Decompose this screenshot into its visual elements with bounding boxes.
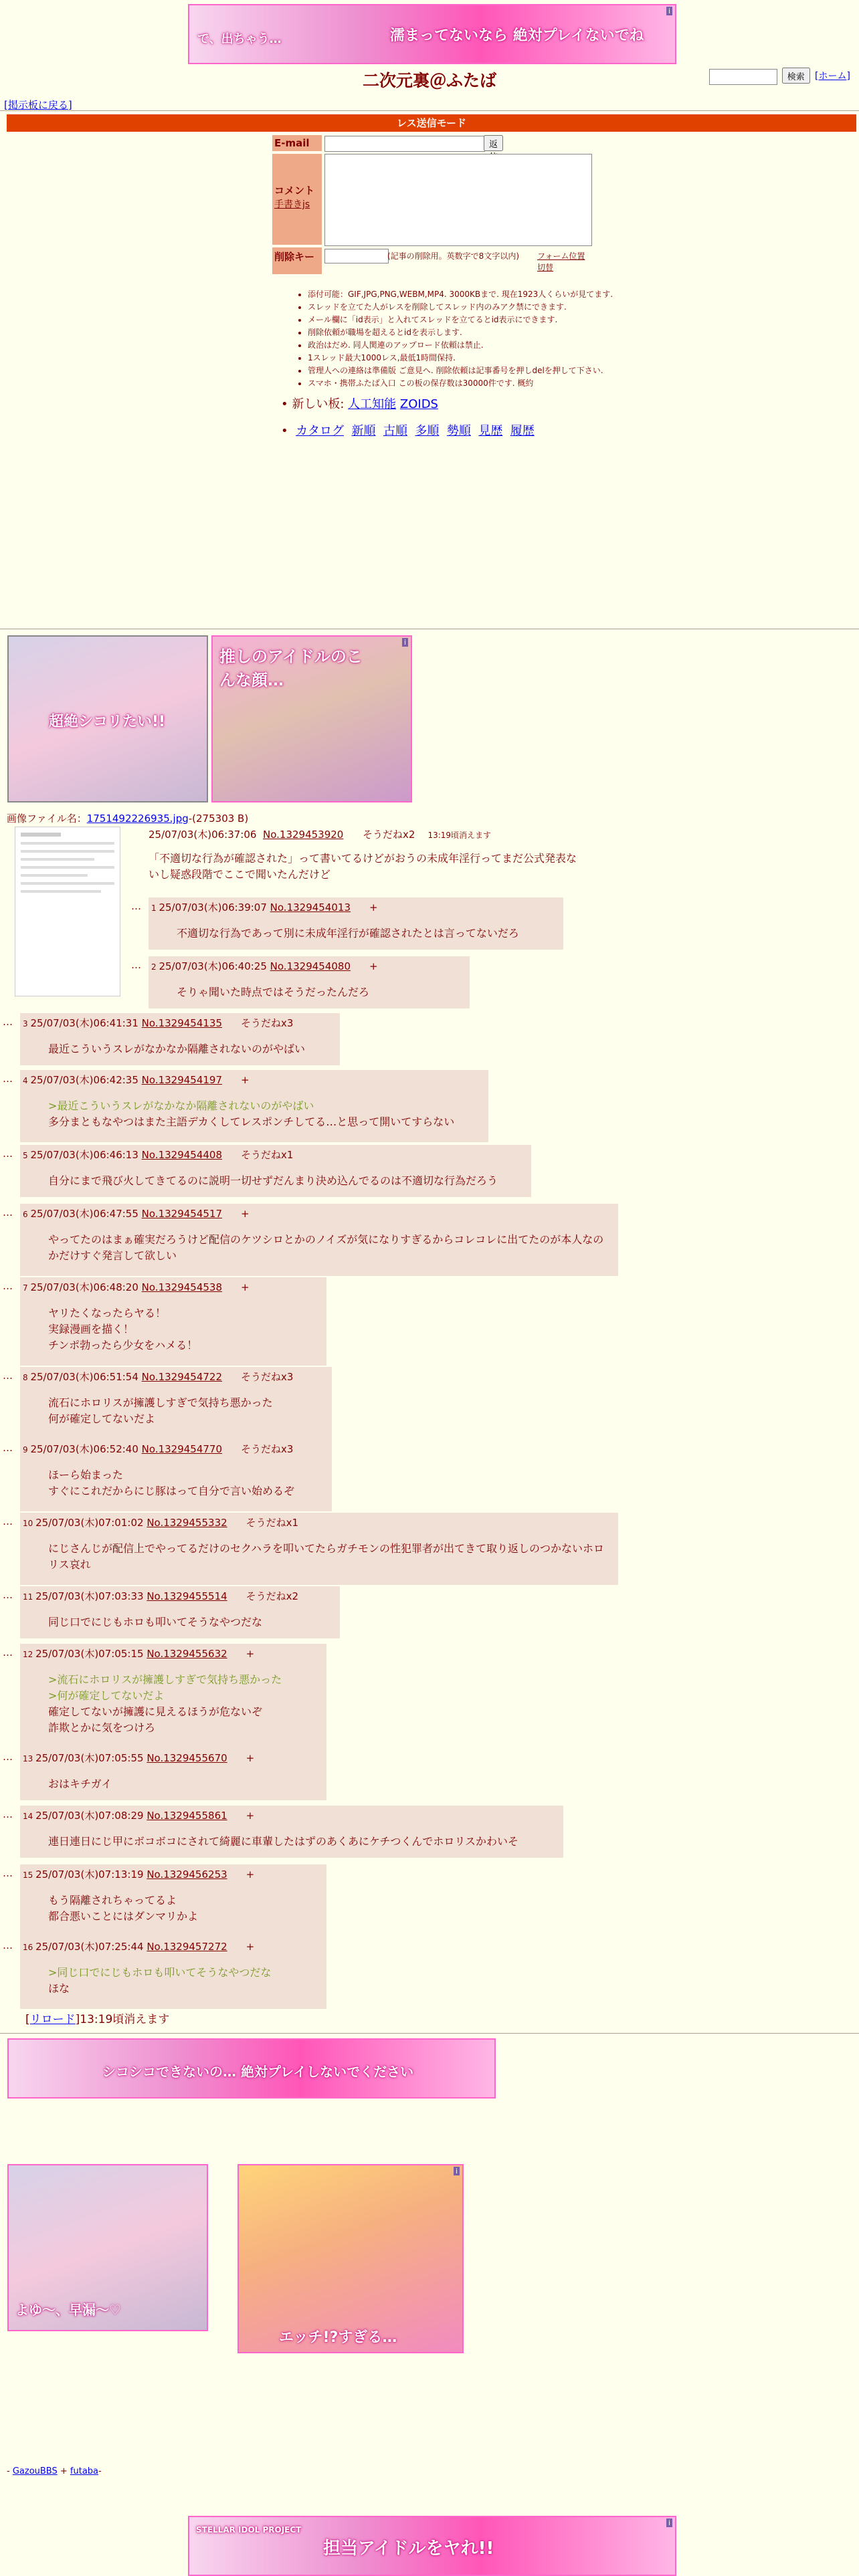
reply-number[interactable]: No.1329455670 bbox=[147, 1752, 227, 1764]
new-boards-label: 新しい板: bbox=[292, 397, 345, 411]
reply bbox=[20, 1367, 332, 1439]
reply-header bbox=[23, 1370, 293, 1384]
ad-text: 推しのアイドルのこんな顔… bbox=[219, 647, 363, 689]
reply-date: 25/07/03(木)06:46:13 bbox=[30, 1149, 142, 1161]
reply-indent-dots: … bbox=[3, 1515, 13, 1527]
reply-index: 6 bbox=[23, 1210, 31, 1219]
reply-header bbox=[23, 1939, 254, 1953]
reply-indent-dots: … bbox=[3, 1751, 13, 1763]
reply-date: 25/07/03(木)06:39:07 bbox=[159, 901, 270, 914]
reply-body bbox=[48, 1395, 273, 1427]
reply-body bbox=[48, 1305, 197, 1354]
reply-date: 25/07/03(木)07:13:19 bbox=[35, 1868, 147, 1881]
reply-body bbox=[48, 1672, 282, 1736]
quote-line: >流石にホロリスが擁護しすぎで気持ち悪かった bbox=[48, 1673, 282, 1686]
reply-indent-dots: … bbox=[131, 900, 141, 912]
comment-line: 多分まともなやつはまた主語デカくしてレスポンチしてる…と思って開いてすらない bbox=[48, 1115, 455, 1128]
reply-number[interactable]: No.1329454722 bbox=[141, 1371, 223, 1383]
reply bbox=[20, 1013, 340, 1065]
sodane-button[interactable]: + bbox=[246, 1752, 255, 1764]
sodane-button[interactable]: + bbox=[246, 1941, 255, 1953]
reply-number[interactable]: No.1329454080 bbox=[270, 960, 351, 972]
ad-text: 担当アイドルをヤれ!! bbox=[323, 2539, 494, 2559]
board-links bbox=[281, 395, 535, 439]
reply-indent-dots: … bbox=[3, 1148, 13, 1160]
form-position-link[interactable]: フォーム位置切替 bbox=[537, 251, 585, 272]
reply bbox=[20, 1277, 326, 1366]
reply-index: 16 bbox=[23, 1943, 36, 1952]
reply-body bbox=[48, 1541, 609, 1573]
back-to-board-link[interactable]: [掲示板に戻る] bbox=[4, 99, 72, 111]
delete-key-label: 削除キー bbox=[272, 247, 322, 274]
reply-body bbox=[48, 1041, 305, 1057]
reply-body bbox=[48, 1834, 518, 1850]
nav-newest[interactable]: 新順 bbox=[351, 424, 376, 438]
comment-line: 不適切な行為であって別に未成年淫行が確認されたとは言ってないだろ bbox=[177, 927, 519, 940]
nav-most-replies[interactable]: 多順 bbox=[415, 424, 440, 438]
op-date: 25/07/03(木)06:37:06 bbox=[149, 829, 257, 841]
comment-line: もう隔離されちゃってるよ bbox=[48, 1894, 177, 1907]
reply-indent-dots: … bbox=[3, 1206, 13, 1218]
ad-info-icon[interactable]: i bbox=[666, 7, 672, 15]
reply-mode-bar: レス送信モード bbox=[7, 114, 856, 132]
op-body: 「不適切な行為が確認された」って書いてるけどがおうの未成年淫行ってまだ公式発表ないし疑惑段階でここで聞いたんだけど bbox=[149, 852, 577, 881]
reply bbox=[20, 1748, 326, 1800]
reply bbox=[20, 1806, 563, 1858]
reply bbox=[149, 897, 563, 950]
ad-text: シコシコできないの… 絶対プレイしないでください bbox=[102, 2064, 414, 2080]
reply-indent-dots: … bbox=[3, 1442, 13, 1454]
reply-date: 25/07/03(木)07:03:33 bbox=[35, 1590, 147, 1602]
reply-body bbox=[48, 1232, 609, 1264]
comment-line: 流石にホロリスが擁護しすぎで気持ち悪かった bbox=[48, 1396, 273, 1409]
ad-text: 超絶シコリたい!! bbox=[49, 714, 166, 730]
reply-number[interactable]: No.1329454770 bbox=[141, 1443, 223, 1455]
reply-indent-dots: … bbox=[3, 1073, 13, 1085]
file-link[interactable]: 1751492226935.jpg bbox=[86, 813, 189, 825]
reply-indent-dots: … bbox=[3, 1867, 13, 1879]
reply-header bbox=[23, 1867, 254, 1881]
reply-number[interactable]: No.1329455632 bbox=[147, 1648, 227, 1660]
reply-date: 25/07/03(木)07:05:55 bbox=[35, 1752, 147, 1764]
catalog-nav: • カタログ 新順 古順 多順 勢順 見歴 履歴 bbox=[281, 424, 535, 438]
reply-header bbox=[23, 1515, 298, 1529]
reply-index: 13 bbox=[23, 1754, 36, 1763]
divider bbox=[0, 2033, 859, 2034]
reply-index: 8 bbox=[23, 1373, 31, 1382]
comment-label-cell bbox=[272, 154, 322, 245]
reply-index: 10 bbox=[23, 1519, 36, 1528]
quote-line: >同じ口でにじもホロも叩いてそうなやつだな bbox=[48, 1966, 272, 1979]
reply-body bbox=[48, 1173, 498, 1189]
reply-indent-dots: … bbox=[3, 1808, 13, 1820]
expire-time: 13:19頃消えます bbox=[80, 2013, 170, 2026]
reply-body bbox=[48, 1614, 262, 1630]
sodane-button[interactable]: そうだねx1 bbox=[246, 1517, 299, 1529]
reply bbox=[20, 1586, 340, 1638]
reload-link[interactable]: リロード bbox=[29, 2013, 76, 2026]
sodane-button[interactable]: + bbox=[241, 1074, 250, 1086]
comment-line: 自分にまで飛び火してきてるのに説明一切せずだんまり決め込んでるのは不適切な行為だろう bbox=[48, 1174, 498, 1187]
reply-index: 15 bbox=[23, 1870, 36, 1880]
sodane-button[interactable]: そうだねx3 bbox=[241, 1371, 294, 1383]
page-title: 二次元裏＠ふたば bbox=[362, 71, 496, 90]
reply-header bbox=[23, 1589, 298, 1603]
sodane-button[interactable]: そうだねx3 bbox=[241, 1017, 294, 1029]
reply bbox=[20, 1513, 618, 1585]
op-header bbox=[149, 827, 491, 841]
reply-index: 12 bbox=[23, 1650, 36, 1659]
reply-body bbox=[48, 1776, 112, 1792]
email-field[interactable] bbox=[324, 136, 485, 152]
ad-text: エッチ!?すぎる… bbox=[279, 2329, 397, 2346]
reply-indent-dots: … bbox=[3, 1370, 13, 1382]
comment-line: ヤリたくなったらヤる！ bbox=[48, 1307, 167, 1319]
new-boards: • 新しい板: 人工知能 ZOIDS bbox=[281, 397, 438, 411]
reply-body bbox=[177, 926, 519, 942]
reply-date: 25/07/03(木)06:47:55 bbox=[30, 1208, 142, 1220]
reload-area: [リロード]13:19頃消えます bbox=[25, 2013, 170, 2026]
sodane-button[interactable]: + bbox=[246, 1810, 255, 1822]
reply-indent-dots: … bbox=[131, 959, 141, 971]
reply-number[interactable]: No.1329454538 bbox=[141, 1281, 223, 1293]
nav-oldest[interactable]: 古順 bbox=[383, 424, 407, 438]
reply-number[interactable]: No.1329455861 bbox=[147, 1810, 227, 1822]
comment-line: やってたのはまぁ確実だろうけど配信のケツシロとかのノイズが気になりすぎるからコレコレに出てたのが本人なのかだけすぐ発言して欲しい bbox=[48, 1233, 604, 1262]
board-rules bbox=[281, 288, 636, 390]
comment-textarea[interactable] bbox=[324, 154, 592, 246]
reply-header bbox=[23, 1206, 250, 1220]
sodane-button[interactable]: + bbox=[241, 1281, 250, 1293]
sodane-button[interactable]: + bbox=[241, 1208, 250, 1220]
bottom-ad-2[interactable] bbox=[237, 2164, 464, 2353]
nav-momentum[interactable]: 勢順 bbox=[446, 424, 471, 438]
rule-item: • 添付可能：GIF,JPG,PNG,WEBM,MP4. 3000KBまで. 現在1923人くらいが見てます. bbox=[308, 288, 636, 301]
reply-indent-dots: … bbox=[3, 1646, 13, 1658]
search-button[interactable]: 検索 bbox=[782, 68, 810, 84]
reply-body bbox=[48, 1098, 454, 1130]
nav-viewed[interactable]: 見歴 bbox=[478, 424, 503, 438]
reply-date: 25/07/03(木)06:48:20 bbox=[30, 1281, 142, 1293]
sodane-button[interactable]: + bbox=[246, 1868, 255, 1881]
ad-info-icon[interactable]: i bbox=[454, 2167, 460, 2175]
sodane-button[interactable]: + bbox=[369, 901, 378, 914]
rule-item: • 1スレッド最大1000レス,最低1時間保持. bbox=[308, 352, 636, 364]
reply-indent-dots: … bbox=[3, 1589, 13, 1601]
reply-date: 25/07/03(木)07:05:15 bbox=[35, 1648, 147, 1660]
op-number[interactable]: No.1329453920 bbox=[263, 829, 344, 841]
comment-line: 都合悪いことにはダンマリかよ bbox=[48, 1910, 199, 1923]
reply-date: 25/07/03(木)07:25:44 bbox=[35, 1941, 147, 1953]
footer-link-futaba[interactable]: futaba bbox=[70, 2466, 99, 2476]
rule-item: • 削除依頼が職場を超えるとidを表示します. bbox=[308, 326, 636, 339]
footer-separator: + bbox=[57, 2466, 70, 2476]
reply-header bbox=[23, 1016, 293, 1030]
reply-date: 25/07/03(木)07:08:29 bbox=[35, 1810, 147, 1822]
reply-number[interactable]: No.1329457272 bbox=[147, 1941, 227, 1953]
reply-index: 9 bbox=[23, 1445, 31, 1455]
file-size: -(275303 B) bbox=[188, 813, 249, 825]
reply-body bbox=[48, 1965, 271, 1997]
expire-time: 13:19頃消えます bbox=[427, 831, 492, 840]
reply-header bbox=[23, 1808, 254, 1822]
reply-header bbox=[23, 1442, 293, 1456]
reply bbox=[20, 1864, 326, 1937]
quote-line: >最近こういうスレがなかなか隔離されないのがやばい bbox=[48, 1099, 314, 1112]
reply-indent-dots: … bbox=[3, 1939, 13, 1951]
reply bbox=[20, 1937, 326, 2009]
reply-body bbox=[48, 1467, 294, 1499]
comment-line: そりゃ聞いた時点ではそうだったんだろ bbox=[177, 986, 370, 998]
reply-index: 5 bbox=[23, 1151, 31, 1160]
reply-date: 25/07/03(木)06:41:31 bbox=[30, 1017, 142, 1029]
comment-line: ほな bbox=[48, 1982, 70, 1995]
new-board-link[interactable]: 人工知能 bbox=[348, 397, 397, 411]
reply-header bbox=[23, 1148, 293, 1162]
reply-header bbox=[23, 1280, 250, 1294]
reply bbox=[20, 1070, 488, 1142]
reply-header bbox=[23, 1073, 250, 1087]
reply-index: 11 bbox=[23, 1592, 36, 1602]
nav-catalog[interactable]: カタログ bbox=[296, 424, 345, 438]
sodane-button[interactable]: そうだねx2 bbox=[362, 829, 415, 841]
bottom-ad-1[interactable] bbox=[7, 2164, 208, 2331]
comment-line: 同じ口でにじもホロも叩いてそうなやつだな bbox=[48, 1616, 263, 1628]
rule-item: • 管理人への連絡は準備版 ご意見へ. 削除依頼は記事番号を押しdelを押して下さい. bbox=[308, 364, 636, 377]
reply-date: 25/07/03(木)06:52:40 bbox=[30, 1443, 142, 1455]
comment-label: コメント bbox=[274, 185, 315, 197]
bottom-banner-ad[interactable] bbox=[188, 2516, 676, 2576]
reply-header bbox=[151, 900, 378, 914]
footer-suffix: - bbox=[98, 2466, 102, 2476]
reply-number[interactable]: No.1329454135 bbox=[141, 1017, 223, 1029]
submit-button[interactable]: 返 bbox=[484, 135, 503, 151]
divider bbox=[0, 110, 859, 111]
reply-number[interactable]: No.1329454013 bbox=[270, 901, 351, 914]
ad-info-icon[interactable]: i bbox=[402, 638, 408, 647]
file-label: 画像ファイル名： bbox=[7, 813, 87, 825]
delete-key-note: (記事の削除用。英数字で8文字以内) bbox=[387, 251, 519, 261]
nav-history[interactable]: 履歴 bbox=[510, 424, 535, 438]
sodane-button[interactable]: + bbox=[369, 960, 378, 972]
comment-line: 連日連日にじ甲にボコボコにされて綺麗に車輩したはずのあくあにケチつくんでホロリスかわいそ bbox=[48, 1835, 519, 1848]
rule-item: • スマホ・携帯ふたば入口 この板の保存数は30000件です. 概約 bbox=[308, 377, 636, 390]
reply-body bbox=[177, 984, 369, 1000]
reply-index: 14 bbox=[23, 1812, 36, 1821]
footer bbox=[7, 2466, 102, 2476]
comment-line: すぐにこれだからにじ豚はって自分で言い始めるぞ bbox=[48, 1485, 295, 1497]
comment-line: ほーら始まった bbox=[48, 1469, 124, 1481]
file-info bbox=[7, 811, 248, 825]
reply-number[interactable]: No.1329456253 bbox=[147, 1868, 227, 1881]
sodane-button[interactable]: + bbox=[246, 1648, 255, 1660]
reply-date: 25/07/03(木)06:40:25 bbox=[159, 960, 270, 972]
reply-index: 7 bbox=[23, 1283, 31, 1293]
reply bbox=[20, 1644, 326, 1748]
footer-link-gazoubbs[interactable]: GazouBBS bbox=[12, 2466, 58, 2476]
op-thumbnail[interactable] bbox=[15, 827, 120, 996]
reply-body bbox=[48, 1893, 198, 1925]
footer-prefix: - bbox=[7, 2466, 13, 2476]
reply-header bbox=[151, 959, 378, 973]
ad-text: よゆ〜、早漏～♡ bbox=[15, 2302, 121, 2318]
reply-number[interactable]: No.1329454197 bbox=[141, 1074, 223, 1086]
comment-line: にじさんじが配信上でやってるだけのセクハラを叩いてたらガチモンの性犯罪者が出てきて取り返しのつかないホロリス哀れ bbox=[48, 1542, 605, 1571]
comment-line: チンポ勃ったら少女をハメる！ bbox=[48, 1339, 198, 1352]
top-banner-ad[interactable] bbox=[188, 4, 676, 64]
reply-header bbox=[23, 1751, 254, 1765]
comment-line: 確定してないが擁護に見えるほうが危ないぞ bbox=[48, 1705, 263, 1718]
reply-header bbox=[23, 1646, 254, 1660]
sodane-button[interactable]: そうだねx3 bbox=[241, 1443, 294, 1455]
quote-line: >何が確定してないだよ bbox=[48, 1689, 165, 1702]
reply bbox=[20, 1145, 531, 1197]
reply-indent-dots: … bbox=[3, 1016, 13, 1028]
sodane-button[interactable]: そうだねx2 bbox=[246, 1590, 299, 1602]
mid-banner-ad[interactable] bbox=[7, 2038, 496, 2099]
reply-date: 25/07/03(木)06:42:35 bbox=[30, 1074, 142, 1086]
reply-number[interactable]: No.1329455332 bbox=[147, 1517, 227, 1529]
rule-item: • スレッドを立てた人がレスを削除してスレッド内のみアク禁にできます. bbox=[308, 301, 636, 314]
comment-line: 最近こういうスレがなかなか隔離されないのがやばい bbox=[48, 1043, 306, 1055]
rule-item: • 政治はだめ. 同人関連のアップロード依頼は禁止. bbox=[308, 339, 636, 352]
reply-number[interactable]: No.1329454408 bbox=[141, 1149, 223, 1161]
search-form bbox=[709, 68, 810, 85]
comment-line: おはキチガイ bbox=[48, 1778, 112, 1790]
reply bbox=[20, 1204, 618, 1276]
reply-index: 4 bbox=[23, 1076, 31, 1085]
rule-item: • メール欄に「id表示」と入れてスレッドを立てるとid表示にできます. bbox=[308, 314, 636, 326]
delete-key-field[interactable] bbox=[324, 249, 389, 263]
search-input[interactable] bbox=[709, 69, 777, 85]
email-label: E-mail bbox=[272, 135, 322, 151]
reply-indent-dots: … bbox=[3, 1280, 13, 1292]
comment-line: 何が確定してないだよ bbox=[48, 1412, 156, 1425]
home-link[interactable]: [ホーム] bbox=[815, 71, 850, 82]
reply-number[interactable]: No.1329455514 bbox=[147, 1590, 227, 1602]
comment-line: 実録漫画を描く！ bbox=[48, 1323, 134, 1335]
reply-date: 25/07/03(木)07:01:02 bbox=[35, 1517, 147, 1529]
thread-ad-2[interactable] bbox=[211, 635, 412, 802]
sodane-button[interactable]: そうだねx1 bbox=[241, 1149, 294, 1161]
reply-date: 25/07/03(木)06:51:54 bbox=[30, 1371, 142, 1383]
ad-brand: STELLAR IDOL PROJECT bbox=[196, 2525, 302, 2535]
ad-banner-subtext: で、出ちゃう… bbox=[197, 32, 282, 46]
ad-banner-text: 濡まってないなら 絶対プレイないでね bbox=[390, 27, 644, 44]
reply bbox=[149, 956, 470, 1008]
reply bbox=[20, 1439, 332, 1511]
ad-info-icon[interactable]: i bbox=[666, 2518, 672, 2527]
handwriting-link[interactable]: 手書きjs bbox=[274, 199, 310, 210]
reply-index: 3 bbox=[23, 1019, 31, 1029]
reply-number[interactable]: No.1329454517 bbox=[141, 1208, 223, 1220]
reply-index: 2 bbox=[151, 962, 159, 972]
thread-ad-1[interactable] bbox=[7, 635, 208, 802]
reply-index: 1 bbox=[151, 903, 159, 913]
new-board-link[interactable]: ZOIDS bbox=[399, 397, 438, 411]
comment-line: 詐欺とかに気をつけろ bbox=[48, 1721, 156, 1734]
